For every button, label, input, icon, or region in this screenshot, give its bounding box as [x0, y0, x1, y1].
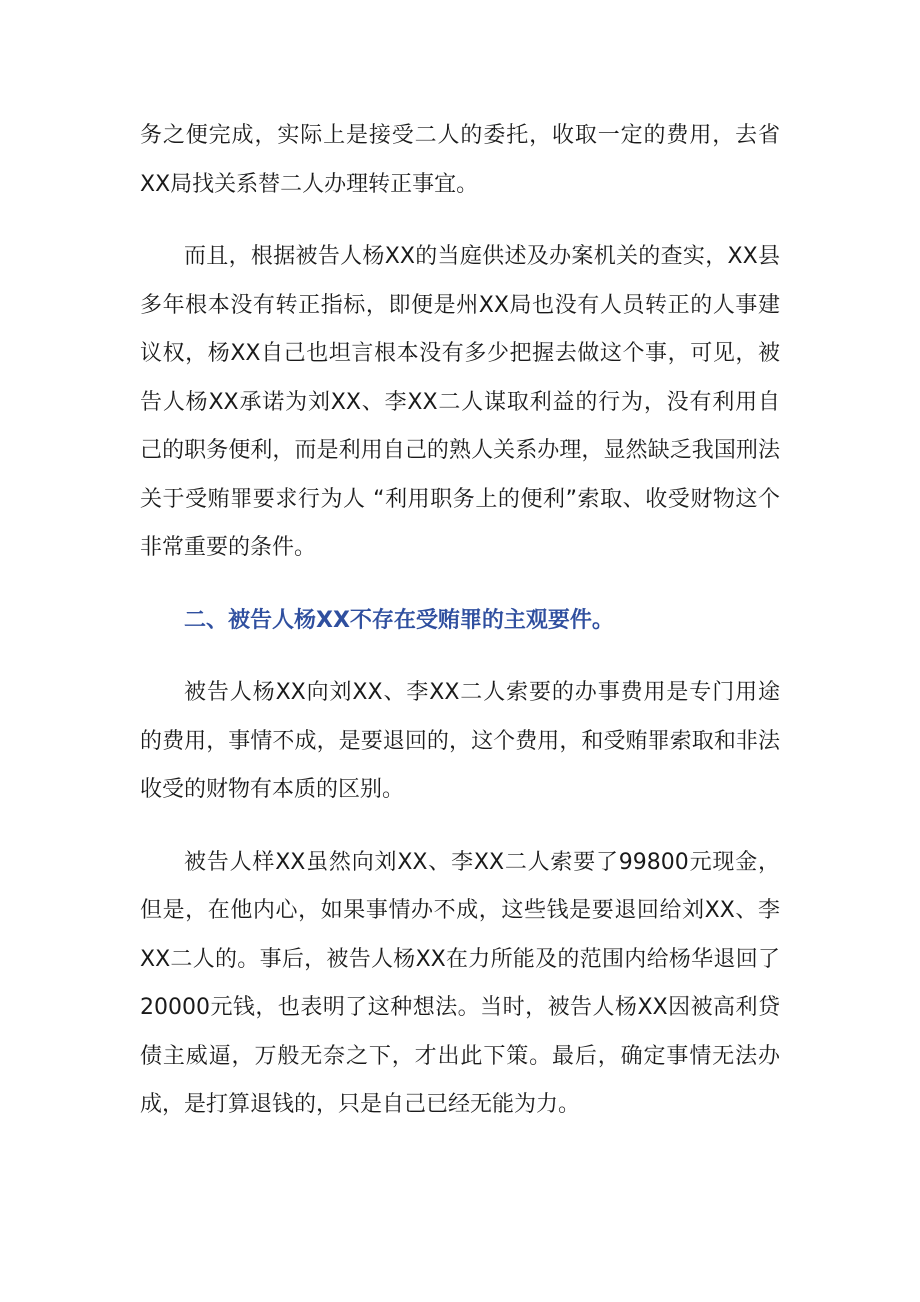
section-heading-2: 二、被告人杨XX不存在受贿罪的主观要件。	[184, 607, 614, 633]
paragraph-refund-intent: 被告人样XX虽然向刘XX、李XX二人索要了99800元现金，但是，在他内心，如果事情办不成，这些钱是要退回给刘XX、李XX二人的。事后，被告人杨XX在力所能及的范围内给杨华退回了20000元钱，也表明了这种想法。当时，被告人杨XX因被高利贷债主威逼，万般无奈之下，才出此下策。最后，确定事情无法办成，是打算退钱的，只是自己已经无能为力。	[140, 849, 780, 1117]
paragraph-fee-purpose: 被告人杨XX向刘XX、李XX二人索要的办事费用是专门用途的费用，事情不成，是要退回的，这个费用，和受贿罪索取和非法收受的财物有本质的区别。	[140, 680, 780, 802]
paragraph-evidence: 而且，根据被告人杨XX的当庭供述及办案机关的查实，XX县多年根本没有转正指标，即便是州XX局也没有人员转正的人事建议权，杨XX自己也坦言根本没有多少把握去做这个事，可见，被告人杨XX承诺为刘XX、李XX二人谋取利益的行为，没有利用自己的职务便利，而是利用自己的熟人关系办理，显然缺乏我国刑法关于受贿罪要求行为人 “利用职务上的便利”索取、收受财物这个非常重要的条件。	[140, 244, 780, 560]
document-body	[140, 112, 780, 1154]
paragraph-continued: 务之便完成，实际上是接受二人的委托，收取一定的费用，去省XX局找关系替二人办理转正事宜。	[140, 123, 780, 197]
